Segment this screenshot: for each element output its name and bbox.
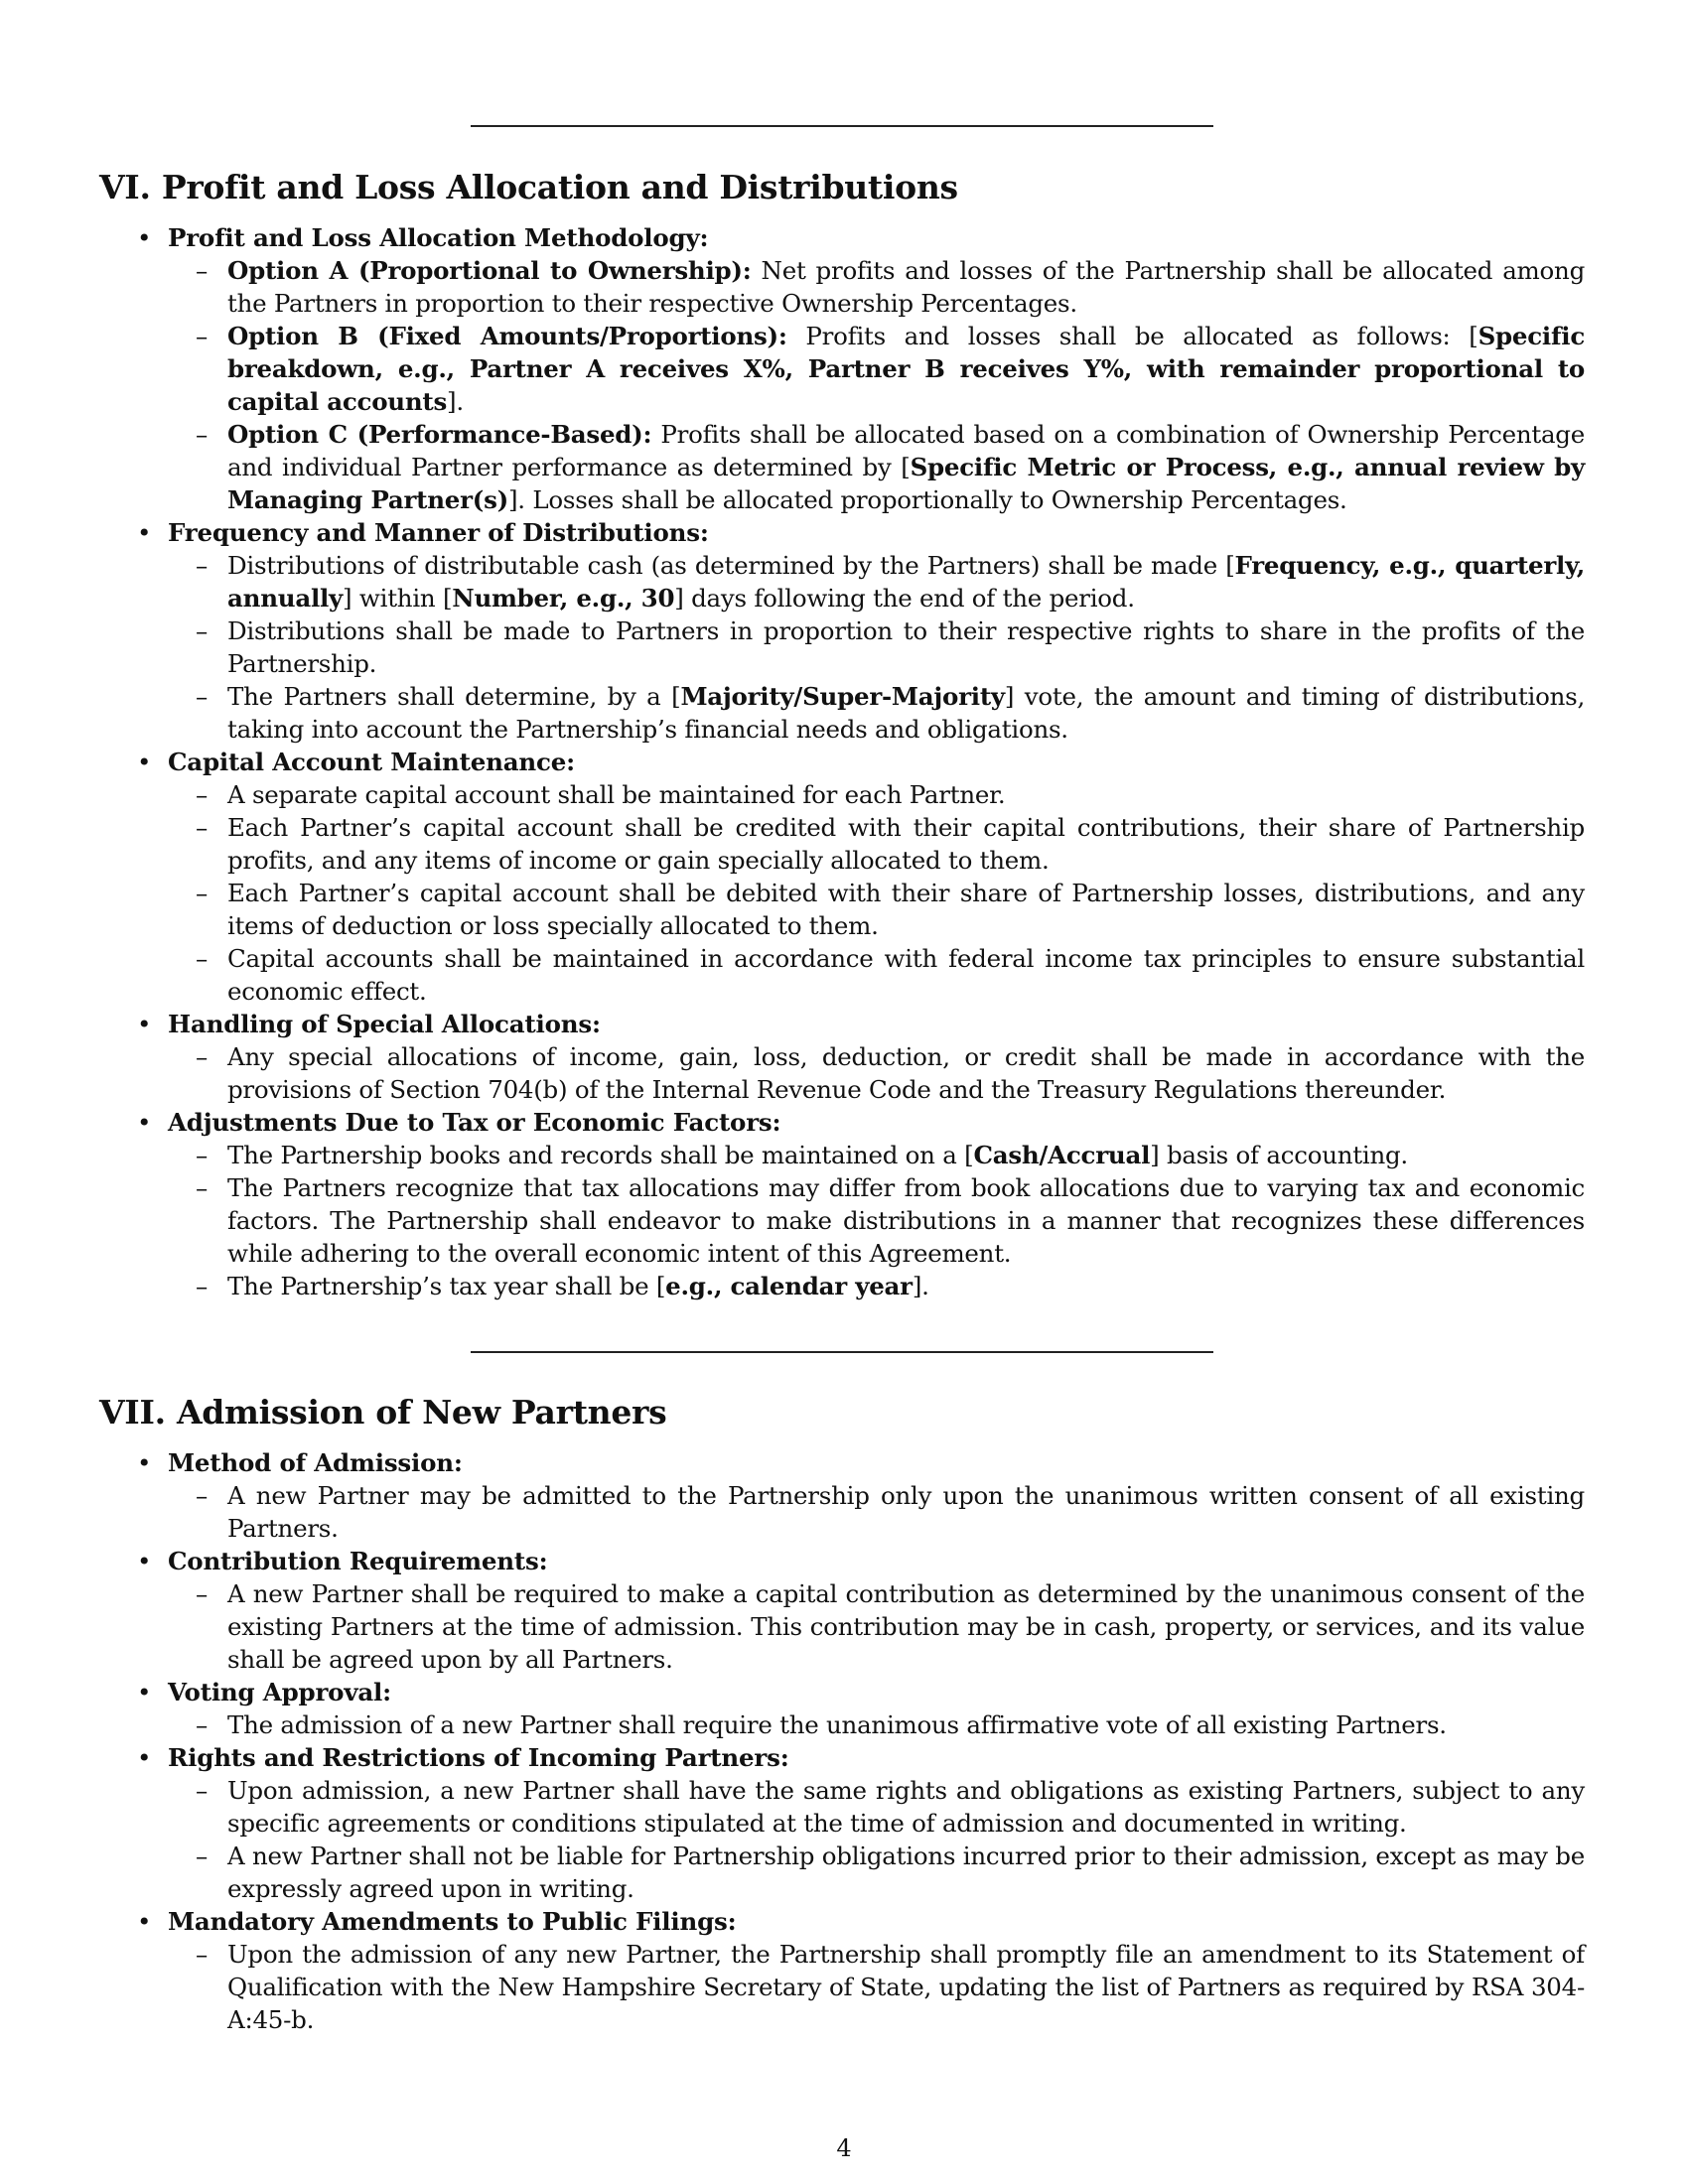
sub-text: ]. <box>912 1272 929 1300</box>
sub-text: The Partnership’s tax year shall be [ <box>227 1272 666 1300</box>
sub-item: – Each Partner’s capital account shall be debited with their share of Partnership losses, distributions, and any items of deduction or loss specially allocated to them. <box>0 877 1688 942</box>
list-item <box>0 746 1688 1008</box>
sub-text: ] basis of accounting. <box>1150 1141 1408 1169</box>
item-heading: • Profit and Loss Allocation Methodology: <box>0 221 1688 254</box>
item-heading: • Contribution Requirements: <box>0 1545 1688 1577</box>
item-heading: • Adjustments Due to Tax or Economic Factors: <box>0 1106 1688 1139</box>
sub-item <box>0 418 1688 516</box>
list-item <box>0 516 1688 746</box>
sub-text: Net profits and losses of the Partnership shall be allocated among the Partners in proportion to their respective Ownership Percentages. <box>227 256 1586 318</box>
placeholder-text: Number, e.g., 30 <box>452 584 675 613</box>
sub-item: – Each Partner’s capital account shall be credited with their capital contributions, their share of Partnership profits, and any items of income or gain specially allocated to them. <box>0 811 1688 877</box>
sub-text: Profits shall be allocated based on a combination of Ownership Percentage and individual Partner performance as determined by [ <box>227 420 1585 481</box>
item-heading: • Handling of Special Allocations: <box>0 1008 1688 1040</box>
sub-text: ] within [ <box>343 584 453 613</box>
section-heading-vii: VII. Admission of New Partners <box>99 1393 667 1432</box>
list-item <box>0 1741 1688 1905</box>
sub-text: The Partnership books and records shall be maintained on a [ <box>227 1141 974 1169</box>
sub-item <box>0 1270 1688 1302</box>
list-item <box>0 221 1688 516</box>
list-item <box>0 1545 1688 1676</box>
sub-text: The Partners shall determine, by a [ <box>227 682 681 711</box>
item-heading: • Voting Approval: <box>0 1676 1688 1708</box>
placeholder-text: Frequency, e.g., quarterly, annually <box>227 551 1585 613</box>
sub-text: ] vote, the amount and timing of distributions, taking into account the Partnership’s financial needs and obligations. <box>227 682 1585 744</box>
sub-item: – A new Partner may be admitted to the Partnership only upon the unanimous written consent of all existing Partners. <box>0 1479 1688 1545</box>
sub-item <box>0 254 1688 320</box>
option-label: Option A (Proportional to Ownership): <box>227 256 752 285</box>
sub-text: ]. Losses shall be allocated proportionally to Ownership Percentages. <box>508 485 1347 514</box>
section-vi-list <box>0 221 1688 1302</box>
sub-item: – Any special allocations of income, gain, loss, deduction, or credit shall be made in accordance with the provisions of Section 704(b) of the Internal Revenue Code and the Treasury Regulations thereunder. <box>0 1040 1688 1106</box>
option-label: Option C (Performance-Based): <box>227 420 652 449</box>
section-heading-vi: VI. Profit and Loss Allocation and Distributions <box>99 168 958 206</box>
list-item <box>0 1905 1688 2036</box>
list-item <box>0 1676 1688 1741</box>
option-label: Option B (Fixed Amounts/Proportions): <box>227 322 787 350</box>
list-item <box>0 1446 1688 1545</box>
item-heading: • Frequency and Manner of Distributions: <box>0 516 1688 549</box>
list-item <box>0 1106 1688 1302</box>
item-heading: • Method of Admission: <box>0 1446 1688 1479</box>
sub-text: Profits and losses shall be allocated as follows: [ <box>786 322 1478 350</box>
placeholder-text: Cash/Accrual <box>973 1141 1151 1169</box>
section-vii-list <box>0 1446 1688 2036</box>
sub-item: – The admission of a new Partner shall require the unanimous affirmative vote of all existing Partners. <box>0 1708 1688 1741</box>
placeholder-text: Specific Metric or Process, e.g., annual review by Managing Partner(s) <box>227 453 1585 514</box>
section-divider <box>471 125 1213 127</box>
list-item <box>0 1008 1688 1106</box>
sub-item: – A new Partner shall be required to make a capital contribution as determined by the unanimous consent of the existing Partners at the time of admission. This contribution may be in cash, property, or services, and its value shall be agreed upon by all Partners. <box>0 1577 1688 1676</box>
sub-item <box>0 1139 1688 1171</box>
sub-text: ] days following the end of the period. <box>674 584 1135 613</box>
sub-item <box>0 680 1688 746</box>
placeholder-text: Specific breakdown, e.g., Partner A receives X%, Partner B receives Y%, with remainder proportional to capital accounts <box>227 322 1585 416</box>
item-heading: • Capital Account Maintenance: <box>0 746 1688 778</box>
sub-item: – Distributions shall be made to Partners in proportion to their respective rights to share in the profits of the Partnership. <box>0 614 1688 680</box>
sub-item: – Upon admission, a new Partner shall have the same rights and obligations as existing Partners, subject to any specific agreements or conditions stipulated at the time of admission and documented in writing. <box>0 1774 1688 1840</box>
placeholder-text: Majority/Super-Majority <box>680 682 1005 711</box>
placeholder-text: e.g., calendar year <box>665 1272 913 1300</box>
section-divider <box>471 1351 1213 1353</box>
page-number: 4 <box>836 2134 852 2162</box>
sub-item <box>0 320 1688 418</box>
sub-item: – The Partners recognize that tax allocations may differ from book allocations due to varying tax and economic factors. The Partnership shall endeavor to make distributions in a manner that recognizes these differences while adhering to the overall economic intent of this Agreement. <box>0 1171 1688 1270</box>
sub-item: – Capital accounts shall be maintained in accordance with federal income tax principles to ensure substantial economic effect. <box>0 942 1688 1008</box>
item-heading: • Rights and Restrictions of Incoming Partners: <box>0 1741 1688 1774</box>
sub-item: – A new Partner shall not be liable for Partnership obligations incurred prior to their admission, except as may be expressly agreed upon in writing. <box>0 1840 1688 1905</box>
sub-text: ]. <box>447 387 464 416</box>
sub-item: – Upon the admission of any new Partner, the Partnership shall promptly file an amendment to its Statement of Qualification with the New Hampshire Secretary of State, updating the list of Partners as required by RSA 304-A:45-b. <box>0 1938 1688 2036</box>
sub-text: Distributions of distributable cash (as determined by the Partners) shall be made [ <box>227 551 1235 580</box>
item-heading: • Mandatory Amendments to Public Filings: <box>0 1905 1688 1938</box>
sub-item <box>0 549 1688 614</box>
sub-item: – A separate capital account shall be maintained for each Partner. <box>0 778 1688 811</box>
